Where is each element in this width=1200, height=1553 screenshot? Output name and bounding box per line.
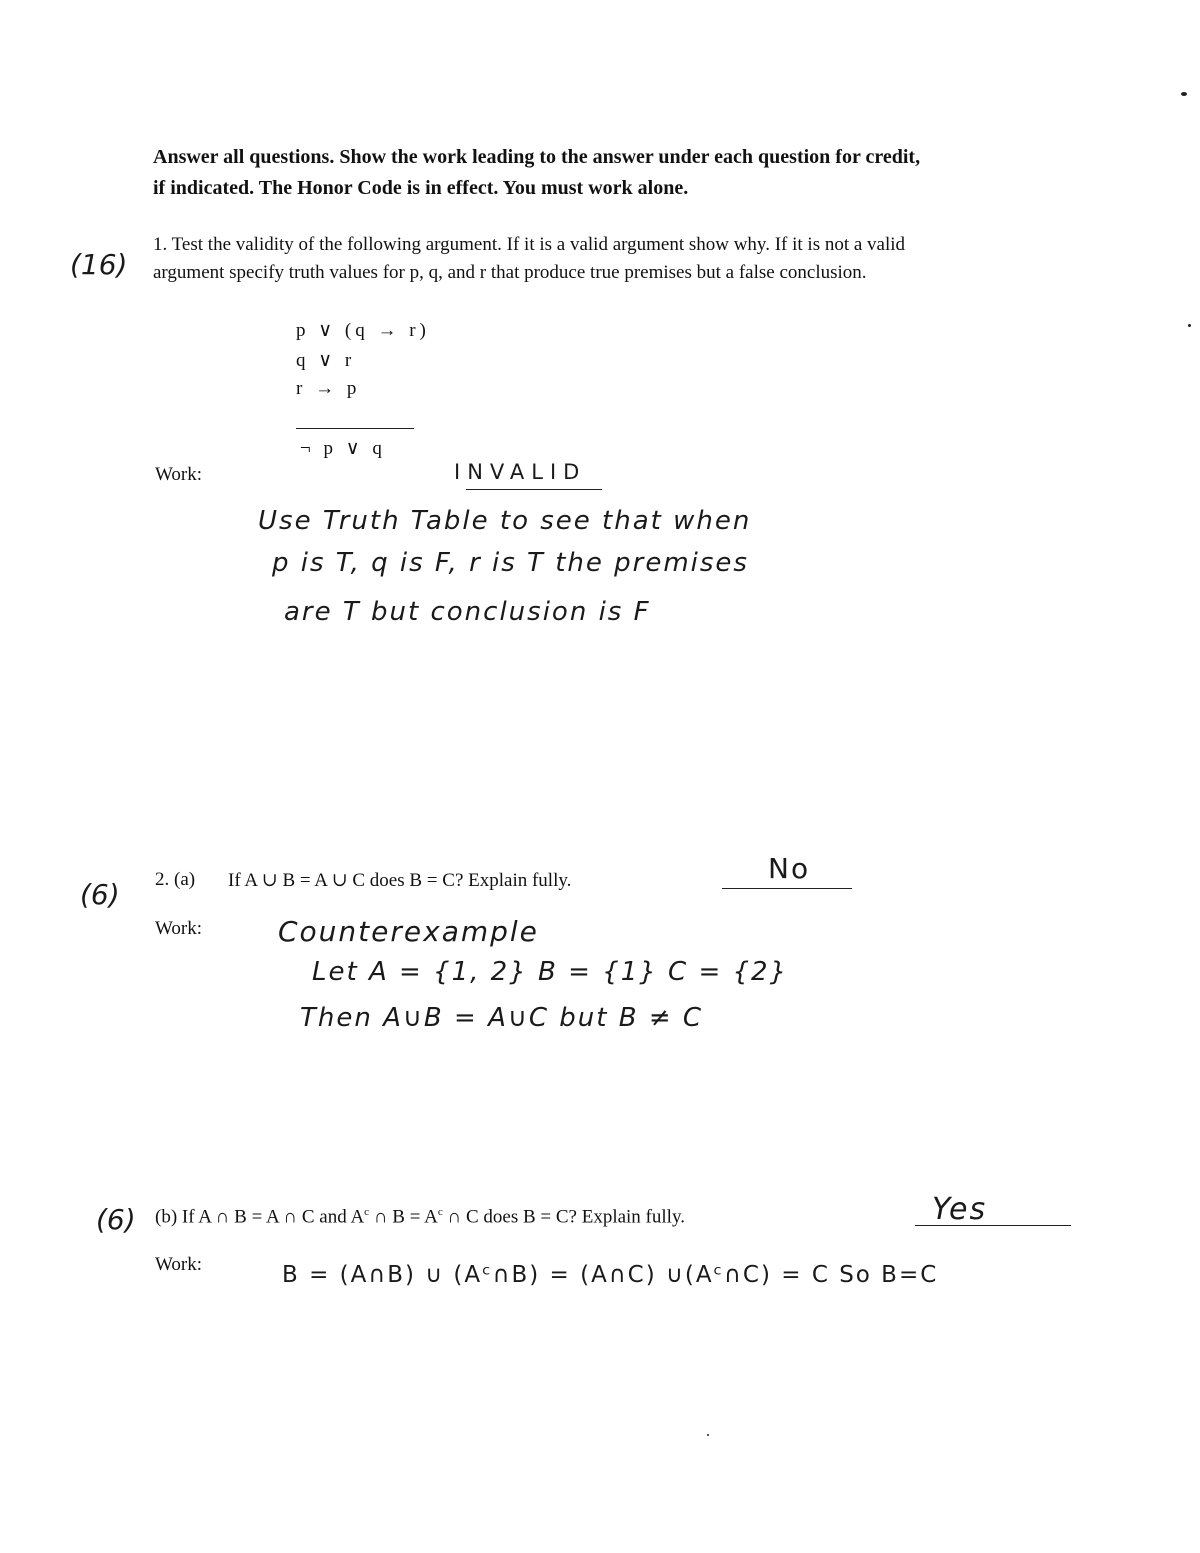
q2a-work-label: Work: <box>155 918 203 939</box>
q2b-work-label: Work: <box>155 1254 203 1275</box>
q2b-text-mid: ∩ B = A <box>369 1206 438 1228</box>
q1-premise-2: q ∨ r <box>296 350 356 371</box>
q2a-score: (6) <box>80 878 120 911</box>
q2b-work-line: B = (A∩B) ∪ (Aᶜ∩B) = (A∩C) ∪(Aᶜ∩C) = C So B=C <box>282 1262 939 1288</box>
q2b-answer-line <box>915 1225 1071 1226</box>
q2a-number: 2. (a) <box>155 869 196 890</box>
q1-work-label: Work: <box>155 464 203 485</box>
q1-score: (16) <box>70 248 128 281</box>
q1-work-line-2: p is T, q is F, r is T the premises <box>272 548 749 578</box>
q1-answer: INVALID <box>454 460 587 484</box>
scan-speck <box>1181 92 1187 96</box>
instructions-line-1: Answer all questions. Show the work leading to the answer under each question for credit, <box>153 146 921 168</box>
q1-answer-underline <box>466 489 602 490</box>
q2b-text-suffix: ∩ C does B = C? Explain fully. <box>442 1206 685 1228</box>
q1-text-line-1: 1. Test the validity of the following argument. If it is a valid argument show why. If it is not a valid <box>153 234 906 255</box>
q2a-work-line-1: Counterexample <box>278 915 539 948</box>
q2b-text-sup-1: c <box>364 1206 370 1218</box>
q1-premise-3: r → p <box>296 378 361 399</box>
q2a-answer-line <box>722 888 852 889</box>
scan-speck <box>1188 324 1191 327</box>
q1-work-line-3: are T but conclusion is F <box>284 597 651 627</box>
q1-text-line-2: argument specify truth values for p, q, and r that produce true premises but a false conclusion. <box>153 262 867 283</box>
q2a-answer: No <box>768 852 811 885</box>
q2b-text-sup-2: c <box>437 1206 443 1218</box>
q1-conclusion-rule <box>296 428 414 429</box>
q2a-text: If A ∪ B = A ∪ C does B = C? Explain fully. <box>228 870 572 891</box>
q2a-work-line-2: Let A = {1, 2} B = {1} C = {2} <box>312 957 789 987</box>
scan-speck <box>707 1434 709 1436</box>
q1-conclusion: ¬ p ∨ q <box>300 438 386 459</box>
instructions-line-2: if indicated. The Honor Code is in effect. You must work alone. <box>153 177 689 199</box>
q1-work-line-1: Use Truth Table to see that when <box>258 506 752 536</box>
q2a-work-line-3: Then A∪B = A∪C but B ≠ C <box>300 1003 704 1033</box>
q1-premise-1: p ∨ (q → r) <box>296 320 430 341</box>
q2b-text-prefix: (b) If A ∩ B = A ∩ C and A <box>155 1206 365 1228</box>
q2b-text <box>155 1206 685 1228</box>
q2b-answer: Yes <box>932 1192 988 1227</box>
q2b-score: (6) <box>96 1203 136 1236</box>
